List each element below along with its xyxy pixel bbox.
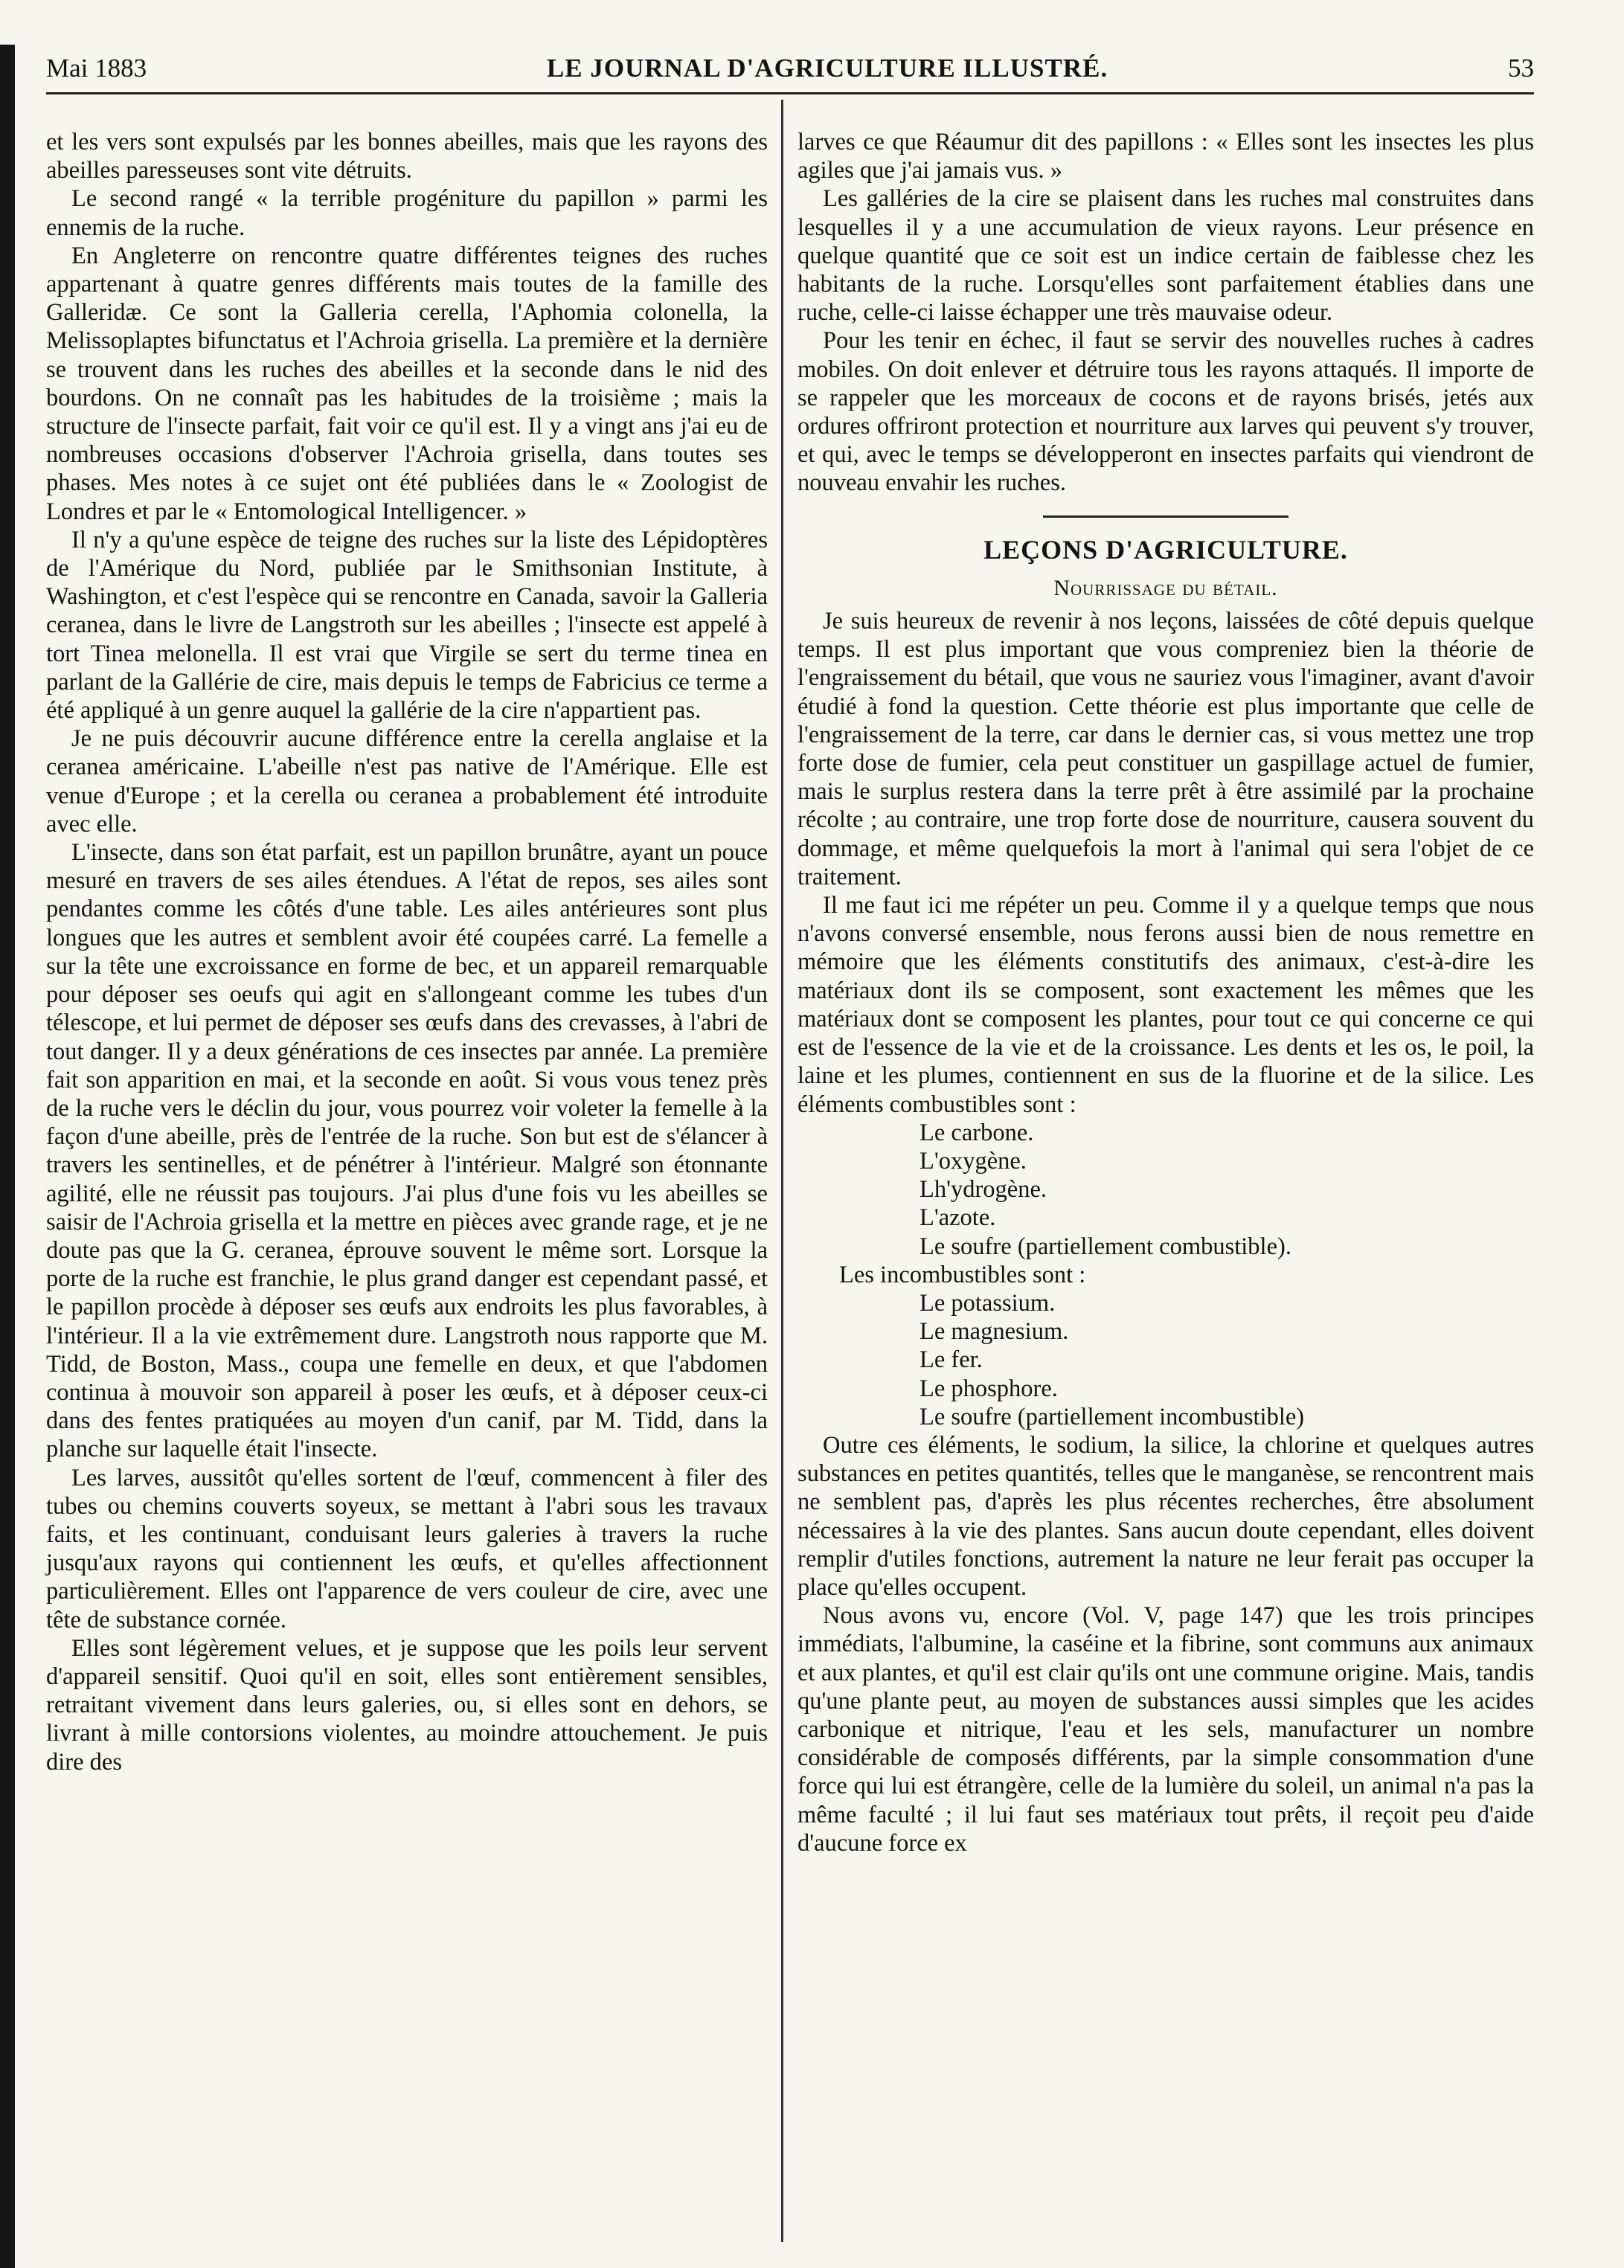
- paragraph: Il n'y a qu'une espèce de teigne des ruches sur la liste des Lépidoptères de l'Amérique du Nord, publiée par le Smithsonian Institute, à Washington, et c'est l'espèce qui se rencontre en Canada, savoir la Galleria ceranea, dans le livre de Langstroth sur les abeilles ; l'insecte est appelé à tort Tinea melonella. Il est vrai que Virgile se sert du terme tinea en parlant de la Gallérie de cire, mais depuis le temps de Fabricius ce terme a été appliqué à un genre auquel la gallérie de la cire n'appartient pas.: [46, 526, 768, 725]
- paragraph: L'insecte, dans son état parfait, est un papillon brunâtre, ayant un pouce mesuré en travers de ses ailes étendues. A l'état de repos, ses ailes sont pendantes comme les côtés d'une table. Les ailes antérieures sont plus longues que les autres et semblent avoir été coupées carré. La femelle a sur la tête une excroissance en forme de bec, et un appareil remarquable pour déposer ses oeufs qui agit en s'allongeant comme les tubes d'un télescope, et lui permet de déposer ses œufs dans des crevasses, à l'abri de tout danger. Il y a deux générations de ces insectes par année. La première fait son apparition en mai, et la seconde en août. Si vous vous tenez près de la ruche vers le déclin du jour, vous pourrez voir voleter la femelle à la façon d'une abeille, près de l'entrée de la ruche. Son but est de s'élancer à travers les sentinelles, et de pénétrer à l'intérieur. Malgré son étonnante agilité, elle ne réussit pas toujours. J'ai plus d'une fois vu les abeilles se saisir de l'Achroia grisella et la mettre en pièces avec grande rage, et je ne doute pas que la G. ceranea, éprouve souvent le même sort. Lorsque la porte de la ruche est franchie, le plus grand danger est cependant passé, et le papillon procède à déposer ses œufs aux endroits les plus favorables, à l'intérieur. Il a la vie extrêmement dure. Langstroth nous rapporte que M. Tidd, de Boston, Mass., coupa une femelle en deux, et que l'abdomen continua à mouvoir son appareil à poser les œufs, et à déposer ceux-ci dans des fentes pratiquées au moyen d'un canif, par M. Tidd, dans la planche sur laquelle était l'insecte.: [46, 839, 768, 1463]
- column-divider: [781, 100, 783, 2242]
- list-item: Le potassium.: [919, 1289, 1056, 1317]
- page-header: [46, 39, 1534, 83]
- list-item: Le soufre (partiellement incombustible): [919, 1403, 1305, 1430]
- paragraph: Les larves, aussitôt qu'elles sortent de l'œuf, commencent à filer des tubes ou chemins couverts soyeux, se mettant à l'abri sous les travaux faits, et les continuant, conduisant leurs galeries à travers la ruche jusqu'aux rayons qui contiennent les œufs, et qu'elles affectionnent particulièrement. Elles ont l'apparence de vers couleur de cire, avec une tête de substance cornée.: [46, 1464, 768, 1633]
- list-item: Le carbone.: [919, 1119, 1034, 1146]
- list-item: Le magnesium.: [919, 1318, 1069, 1346]
- paragraph: Je ne puis découvrir aucune différence entre la cerella anglaise et la ceranea américaine. L'abeille n'est pas native de l'Amérique. Elle est venue d'Europe ; et la cerella ou ceranea a probablement été introduite avec elle.: [46, 725, 768, 838]
- list-item: L'azote.: [919, 1204, 996, 1232]
- paragraph: Je suis heureux de revenir à nos leçons, laissées de côté depuis quelque temps. Il est plus important que vous compreniez bien la théorie de l'engraissement du bétail, que vous ne sauriez vous l'imaginer, avant d'avoir étudié à fond la question. Cette théorie est plus importante que celle de l'engraissement de la terre, car dans le dernier cas, si vous mettez une trop forte dose de fumier, cela peut constituer un gaspillage actuel de fumier, mais le surplus restera dans la terre prêt à être assimilé par la prochaine récolte ; au contraire, une trop forte dose de nourriture, causera souvent du dommage, et même quelquefois la mort à l'animal qui sera l'objet de ce traitement.: [797, 608, 1534, 890]
- incombustibles-intro: Les incombustibles sont :: [839, 1261, 1086, 1288]
- header-title: LE JOURNAL D'AGRICULTURE ILLUSTRÉ.: [546, 54, 1108, 83]
- list-item: Le fer.: [919, 1346, 983, 1374]
- list-item: L'oxygène.: [919, 1147, 1027, 1175]
- section-subtitle: Nourrissage du bétail.: [1053, 575, 1278, 600]
- list-item: Le phosphore.: [919, 1375, 1058, 1402]
- paragraph: Elles sont légèrement velues, et je suppose que les poils leur servent d'appareil sensitif. Quoi qu'il en soit, elles sont entièrement sensibles, retraitant vivement dans leurs galeries, ou, si elles sont en dehors, se livrant à mille contorsions violentes, au moindre attouchement. Je puis dire des: [46, 1634, 768, 1776]
- paragraph: larves ce que Réaumur dit des papillons : « Elles sont les insectes les plus agiles que j'ai jamais vus. »: [797, 129, 1534, 184]
- paragraph: Nous avons vu, encore (Vol. V, page 147) que les trois principes immédiats, l'albumine, la caséine et la fibrine, sont communs aux animaux et aux plantes, et qu'il est clair qu'ils ont une commune origine. Mais, tandis qu'une plante peut, au moyen de substances aussi simples que les acides carbonique et nitrique, l'eau et les sels, manufacturer un nombre considérable de composés différents, par la simple consommation d'une force qui lui est étrangère, celle de la lumière du soleil, un animal n'a pas la même faculté ; il lui faut ses matériaux tout prêts, il reçoit peu d'aide d'aucune force ex: [797, 1602, 1534, 1857]
- paragraph: Pour les tenir en échec, il faut se servir des nouvelles ruches à cadres mobiles. On doit enlever et détruire tous les rayons attaqués. Il importe de se rappeler que les morceaux de cocons et de rayons brisés, jetés aux ordures offriront protection et nourriture aux larves qui peuvent s'y trouver, et qui, avec le temps se développeront en insectes parfaits qui viendront de nouveau envahir les ruches.: [797, 327, 1534, 497]
- left-column: [46, 128, 768, 1776]
- paragraph: et les vers sont expulsés par les bonnes abeilles, mais que les rayons des abeilles paresseuses sont vite détruits.: [46, 129, 768, 184]
- scan-binding-edge: [0, 45, 15, 2268]
- header-date: Mai 1883: [46, 54, 147, 83]
- paragraph: En Angleterre on rencontre quatre différentes teignes des ruches appartenant à quatre genres différents mais toutes de la famille des Galleridæ. Ce sont la Galleria cerella, l'Aphomia colonella, la Melissoplaptes bifunctatus et l'Achroia grisella. La première et la dernière se trouvent dans les ruches des abeilles et la seconde dans le nid des bourdons. On ne connaît pas les habitudes de la troisième ; mais la structure de l'insecte parfait, fait voir ce qu'il est. Il y a vingt ans j'ai eu de nombreuses occasions d'observer l'Achroia grisella, dans toutes ses phases. Mes notes à ce sujet ont été publiées dans le « Zoologist de Londres et par le « Entomological Intelligencer. »: [46, 242, 768, 525]
- section-rule: [1043, 515, 1288, 518]
- paragraph: Le second rangé « la terrible progéniture du papillon » parmi les ennemis de la ruche.: [46, 185, 768, 241]
- section-title: LEÇONS D'AGRICULTURE.: [983, 534, 1348, 565]
- incombustibles-list: [797, 1289, 1534, 1431]
- paragraph: Outre ces éléments, le sodium, la silice, la chlorine et quelques autres substances en petites quantités, telles que le manganèse, se rencontrent mais ne semblent pas, d'après les plus récentes recherches, être absolument nécessaires à la vie des plantes. Sans aucun doute cependant, elles doivent remplir d'utiles fonctions, autrement la nature ne leur ferait pas occuper la place qu'elles occupent.: [797, 1431, 1534, 1601]
- combustibles-list: [797, 1119, 1534, 1261]
- paragraph: Il me faut ici me répéter un peu. Comme il y a quelque temps que nous n'avons conversé ensemble, nous ferons aussi bien de nous remettre en mémoire que les éléments constitutifs des animaux, c'est-à-dire les matériaux dont ils se composent, sont exactement les mêmes que les matériaux dont se composent les plantes, pour tout ce qui concerne ce qui est de l'essence de la vie et de la croissance. Les dents et les os, le poil, la laine et les plumes, contiennent en sus de la fluorine et de la silice. Les éléments combustibles sont :: [797, 892, 1534, 1118]
- list-item: Le soufre (partiellement combustible).: [919, 1233, 1291, 1260]
- header-page-number: 53: [1507, 54, 1534, 83]
- header-rule: [46, 92, 1534, 94]
- paragraph: Les galléries de la cire se plaisent dans les ruches mal construites dans lesquelles il y a une accumulation de vieux rayons. Leur présence en quelque quantité que ce soit est un indice certain de faiblesse chez les habitants de la ruche. Lorsqu'elles sont parfaitement établies dans une ruche, celle-ci laisse échapper une très mauvaise odeur.: [797, 185, 1534, 327]
- right-column: [797, 128, 1534, 1857]
- list-item: Lh'ydrogène.: [919, 1176, 1047, 1204]
